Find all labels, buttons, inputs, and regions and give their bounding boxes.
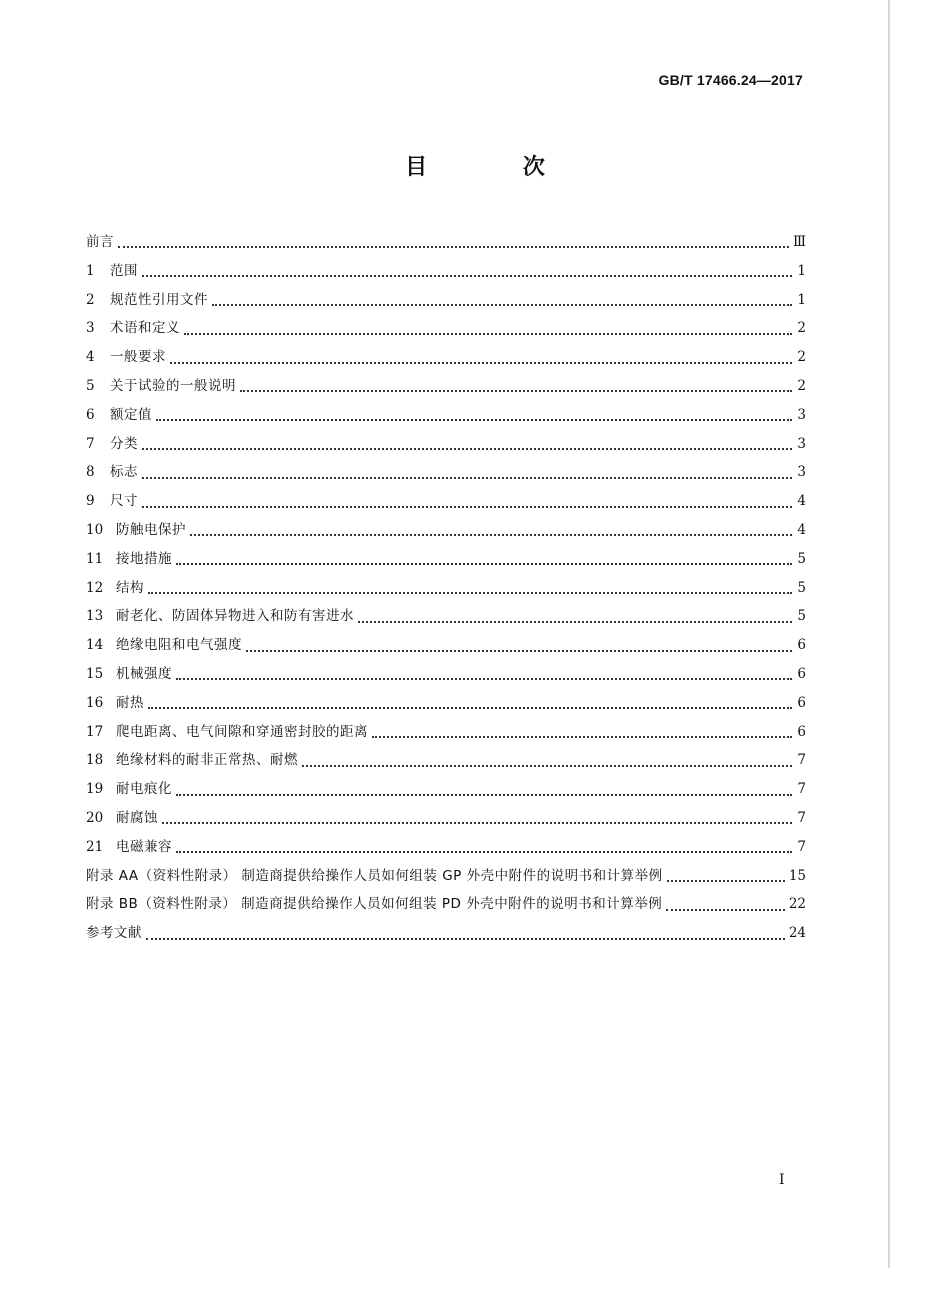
toc-entry-number: 4 [86, 349, 95, 366]
toc-entry-page: 7 [797, 838, 806, 855]
toc-entry-label: 术语和定义 [110, 320, 180, 337]
toc-entry-page: 6 [797, 665, 806, 682]
toc-entry-number: 14 [86, 637, 104, 654]
toc-entry-number: 8 [86, 464, 95, 481]
toc-leader-dots [148, 584, 792, 594]
toc-entry-page: 24 [788, 925, 806, 942]
toc-entry[interactable] [86, 718, 806, 747]
toc-entry-label: 尺寸 [110, 493, 138, 510]
toc-entry-label: 绝缘电阻和电气强度 [116, 637, 242, 654]
toc-entry-label: 附录 AA（资料性附录） 制造商提供给操作人员如何组装 GP 外壳中附件的说明书和计算举例 [86, 867, 663, 884]
toc-leader-dots [176, 555, 792, 565]
toc-entry-number: 20 [86, 809, 104, 826]
toc-entry-number: 10 [86, 521, 104, 538]
toc-entry-label: 范围 [110, 262, 138, 279]
toc-entry-number: 21 [86, 838, 104, 855]
toc-entry[interactable] [86, 660, 806, 689]
toc-entry[interactable] [86, 372, 806, 401]
page-edge [888, 0, 890, 1268]
toc-entry-page: 4 [797, 521, 806, 538]
footer-page-number: I [779, 1172, 785, 1188]
toc-leader-dots [148, 699, 792, 709]
toc-entry-page: 4 [797, 493, 806, 510]
toc-entry-number: 2 [86, 291, 95, 308]
toc-entry-number: 17 [86, 723, 104, 740]
toc-entry-page: 1 [797, 262, 806, 279]
toc-entry-label: 额定值 [110, 406, 152, 423]
toc-entry[interactable] [86, 401, 806, 430]
toc-entry-page: 3 [797, 406, 806, 423]
toc-entry-label: 规范性引用文件 [110, 291, 208, 308]
toc-entry-label: 耐电痕化 [116, 781, 172, 798]
toc-leader-dots [666, 901, 785, 911]
toc-entry-label: 接地措施 [116, 550, 172, 567]
toc-entry[interactable] [86, 286, 806, 315]
toc-entry[interactable] [86, 890, 806, 919]
toc-entry[interactable] [86, 545, 806, 574]
toc-leader-dots [142, 440, 792, 450]
toc-leader-dots [142, 267, 792, 277]
toc-entry-label: 爬电距离、电气间隙和穿通密封胶的距离 [116, 723, 368, 740]
toc-entry-number: 1 [86, 262, 95, 279]
toc-entry[interactable] [86, 602, 806, 631]
toc-leader-dots [184, 325, 792, 335]
toc-entry-page: 1 [797, 291, 806, 308]
toc-entry-label: 耐腐蚀 [116, 809, 158, 826]
toc-entry-page: 6 [797, 723, 806, 740]
toc-entry-number: 6 [86, 406, 95, 423]
toc-entry[interactable] [86, 775, 806, 804]
toc-entry[interactable] [86, 458, 806, 487]
toc-leader-dots [176, 843, 792, 853]
toc-entry-label: 绝缘材料的耐非正常热、耐燃 [116, 752, 298, 769]
toc-entry-page: 7 [797, 809, 806, 826]
toc-leader-dots [212, 296, 792, 306]
toc-entry[interactable] [86, 804, 806, 833]
toc-entry-number: 18 [86, 752, 104, 769]
toc-entry-page: 5 [797, 608, 806, 625]
toc-entry[interactable] [86, 516, 806, 545]
toc-entry[interactable] [86, 574, 806, 603]
toc-entry-page: 2 [797, 377, 806, 394]
toc-entry-label: 标志 [110, 464, 138, 481]
toc-entry-number: 7 [86, 435, 95, 452]
toc-leader-dots [667, 872, 785, 882]
toc-entry[interactable] [86, 746, 806, 775]
toc-entry[interactable] [86, 631, 806, 660]
toc-leader-dots [372, 728, 792, 738]
toc-entry[interactable] [86, 343, 806, 372]
toc-entry-label: 一般要求 [110, 349, 166, 366]
standard-code: GB/T 17466.24—2017 [658, 72, 803, 88]
toc-entry-number: 9 [86, 493, 95, 510]
toc-entry-page: 2 [797, 349, 806, 366]
toc-entry-page: 6 [797, 694, 806, 711]
toc-entry-label: 耐老化、防固体异物进入和防有害进水 [116, 608, 354, 625]
toc-entry[interactable] [86, 314, 806, 343]
toc-leader-dots [156, 411, 792, 421]
toc-entry[interactable] [86, 487, 806, 516]
toc-leader-dots [142, 498, 792, 508]
toc-leader-dots [358, 613, 792, 623]
toc-entry-number: 15 [86, 665, 104, 682]
toc-entry-page: 7 [797, 752, 806, 769]
toc-entry-label: 参考文献 [86, 925, 142, 942]
toc-entry-number: 13 [86, 608, 104, 625]
toc-leader-dots [302, 757, 792, 767]
toc-entry-page: 3 [797, 435, 806, 452]
toc-entry-page: 22 [788, 896, 806, 913]
toc-entry[interactable] [86, 228, 806, 257]
toc-leader-dots [240, 382, 792, 392]
toc-entry-number: 11 [86, 550, 104, 567]
toc-entry[interactable] [86, 919, 806, 948]
toc-leader-dots [146, 930, 785, 940]
toc-entry-label: 分类 [110, 435, 138, 452]
toc-entry-label: 结构 [116, 579, 144, 596]
toc-entry-page: 5 [797, 550, 806, 567]
toc-entry-label: 耐热 [116, 694, 144, 711]
toc-entry-label: 关于试验的一般说明 [110, 377, 236, 394]
toc-entry[interactable] [86, 257, 806, 286]
toc-leader-dots [176, 670, 792, 680]
toc-entry[interactable] [86, 833, 806, 862]
toc-entry[interactable] [86, 689, 806, 718]
toc-leader-dots [170, 354, 792, 364]
toc-leader-dots [176, 786, 792, 796]
toc-entry-number: 16 [86, 694, 104, 711]
toc-entry-number: 5 [86, 377, 95, 394]
toc-leader-dots [246, 642, 792, 652]
toc-entry-page: 6 [797, 637, 806, 654]
toc-entry-page: 7 [797, 781, 806, 798]
toc-entry-page: 15 [788, 867, 806, 884]
toc-entry-label: 防触电保护 [116, 521, 186, 538]
toc-entry-number: 12 [86, 579, 104, 596]
toc-leader-dots [162, 814, 792, 824]
toc-entry-label: 电磁兼容 [116, 838, 172, 855]
toc-entry-label: 附录 BB（资料性附录） 制造商提供给操作人员如何组装 PD 外壳中附件的说明书和计算举例 [86, 896, 663, 913]
toc-entry-page: 2 [797, 320, 806, 337]
toc-entry-page: 5 [797, 579, 806, 596]
toc-entry-number: 19 [86, 781, 104, 798]
toc-entry-label: 前言 [86, 234, 114, 250]
page-title: 目 次 [405, 155, 589, 180]
toc-leader-dots [118, 238, 789, 248]
table-of-contents [86, 228, 806, 948]
toc-entry-number: 3 [86, 320, 95, 337]
toc-entry[interactable] [86, 862, 806, 891]
toc-leader-dots [142, 469, 792, 479]
toc-entry[interactable] [86, 430, 806, 459]
toc-leader-dots [190, 526, 792, 536]
toc-entry-page: 3 [797, 464, 806, 481]
toc-entry-label: 机械强度 [116, 665, 172, 682]
toc-entry-page: Ⅲ [792, 234, 806, 250]
